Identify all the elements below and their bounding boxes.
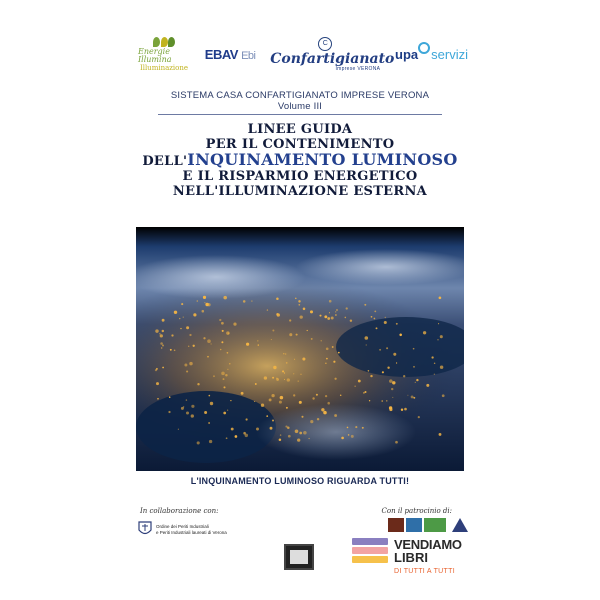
city-light bbox=[335, 314, 337, 316]
city-light bbox=[439, 296, 442, 299]
city-light bbox=[407, 395, 408, 396]
watermark-line-3: DI TUTTI A TUTTI bbox=[394, 568, 455, 575]
city-light bbox=[254, 401, 255, 402]
city-light bbox=[298, 380, 299, 381]
city-light bbox=[334, 414, 337, 417]
city-light bbox=[193, 313, 196, 316]
city-light bbox=[346, 307, 348, 309]
book-stripe bbox=[352, 547, 388, 554]
city-light bbox=[171, 334, 173, 336]
city-light bbox=[392, 381, 395, 384]
city-light bbox=[180, 328, 181, 329]
city-light bbox=[319, 315, 321, 317]
city-light bbox=[162, 367, 164, 369]
confartigianato-logo-subtext: Imprese VERONA bbox=[335, 65, 381, 72]
city-light bbox=[162, 345, 164, 347]
city-light bbox=[294, 359, 295, 360]
city-light bbox=[438, 323, 439, 324]
city-light bbox=[351, 435, 354, 438]
city-light bbox=[270, 427, 273, 430]
city-light bbox=[203, 337, 205, 339]
city-light bbox=[160, 342, 163, 345]
city-light bbox=[358, 380, 361, 383]
city-light bbox=[415, 382, 416, 383]
city-light bbox=[204, 302, 205, 303]
seal-icon: C bbox=[318, 37, 332, 51]
city-light bbox=[302, 357, 305, 360]
city-light bbox=[186, 370, 188, 372]
city-light bbox=[213, 375, 215, 377]
city-light bbox=[245, 434, 248, 437]
city-light bbox=[325, 363, 326, 364]
earth-night-photo bbox=[136, 227, 464, 471]
city-light bbox=[300, 374, 301, 375]
upa-logo-text: upa bbox=[395, 46, 419, 62]
city-light bbox=[271, 394, 274, 397]
publisher-logo bbox=[284, 544, 314, 570]
city-light bbox=[156, 382, 159, 385]
confartigianato-logo-text: Confartigianato bbox=[270, 50, 395, 67]
city-light bbox=[310, 420, 313, 423]
city-light bbox=[382, 371, 384, 373]
city-light bbox=[413, 348, 415, 350]
city-light bbox=[384, 321, 387, 324]
city-light bbox=[403, 375, 405, 377]
city-light bbox=[379, 349, 381, 351]
city-light bbox=[188, 346, 189, 347]
city-light bbox=[255, 383, 257, 385]
patron-logo-4 bbox=[452, 518, 468, 532]
city-light bbox=[276, 313, 279, 316]
city-light bbox=[285, 353, 286, 354]
tagline: L'INQUINAMENTO LUMINOSO RIGUARDA TUTTI! bbox=[190, 476, 410, 486]
city-light bbox=[374, 310, 376, 312]
city-light bbox=[181, 303, 183, 305]
city-light bbox=[416, 379, 418, 381]
city-light bbox=[184, 364, 187, 367]
city-light bbox=[220, 349, 222, 351]
title-line-1: LINEE GUIDA bbox=[247, 122, 353, 137]
book-title bbox=[122, 122, 478, 199]
ebav-logo-text: EBAV bbox=[204, 46, 238, 62]
book-stripe bbox=[352, 538, 388, 545]
city-light bbox=[312, 397, 314, 399]
city-light bbox=[389, 379, 393, 383]
city-light bbox=[307, 330, 308, 331]
city-light bbox=[365, 336, 369, 340]
city-light bbox=[272, 329, 274, 331]
city-light bbox=[283, 353, 284, 354]
city-light bbox=[296, 334, 298, 336]
city-light bbox=[295, 430, 299, 434]
energy-logo bbox=[138, 36, 190, 72]
city-light bbox=[280, 396, 284, 400]
city-light bbox=[229, 363, 230, 364]
city-light bbox=[284, 372, 285, 373]
city-light bbox=[350, 319, 352, 321]
city-light bbox=[186, 326, 189, 329]
earth-night-image bbox=[136, 227, 464, 471]
city-light bbox=[338, 352, 340, 354]
patronage-label: Con il patrocinio di: bbox=[381, 507, 452, 515]
city-light bbox=[298, 300, 300, 302]
logo-row bbox=[138, 34, 468, 74]
city-light bbox=[440, 335, 443, 338]
city-light bbox=[381, 400, 383, 402]
city-light bbox=[404, 408, 407, 411]
city-light bbox=[434, 363, 435, 364]
city-light bbox=[418, 416, 420, 418]
confartigianato-logo bbox=[270, 37, 395, 72]
city-light bbox=[336, 309, 338, 311]
city-light bbox=[323, 411, 327, 415]
city-light bbox=[246, 343, 249, 346]
city-light bbox=[282, 370, 284, 372]
city-light bbox=[285, 426, 287, 428]
energy-logo-subtext: Illuminazione bbox=[139, 64, 189, 72]
city-light bbox=[191, 414, 194, 417]
city-light bbox=[276, 297, 279, 300]
city-light bbox=[316, 394, 318, 396]
city-light bbox=[169, 396, 171, 398]
city-light bbox=[210, 402, 213, 405]
city-light bbox=[389, 406, 392, 409]
city-light bbox=[228, 333, 229, 334]
city-light bbox=[211, 343, 212, 344]
city-light bbox=[157, 398, 159, 400]
city-light bbox=[207, 339, 211, 343]
city-light bbox=[370, 375, 372, 377]
city-light bbox=[364, 391, 366, 393]
city-light bbox=[413, 366, 415, 368]
city-light bbox=[202, 310, 205, 313]
city-light bbox=[391, 388, 393, 390]
city-light bbox=[189, 334, 191, 336]
title-highlight: INQUINAMENTO LUMINOSO bbox=[187, 150, 458, 169]
city-light bbox=[223, 378, 225, 380]
series-name: SISTEMA CASA CONFARTIGIANATO IMPRESE VERONA bbox=[170, 90, 430, 101]
city-light bbox=[223, 412, 226, 415]
city-light bbox=[345, 317, 347, 319]
city-light bbox=[227, 369, 228, 370]
city-light bbox=[258, 344, 259, 345]
patron-logo-1 bbox=[388, 518, 404, 532]
city-light bbox=[208, 422, 210, 424]
city-light bbox=[355, 426, 357, 428]
energy-logo-text: Energie Illumina bbox=[138, 47, 172, 64]
city-light bbox=[411, 395, 414, 398]
ring-icon bbox=[418, 42, 430, 54]
city-light bbox=[396, 323, 398, 325]
city-light bbox=[280, 434, 281, 435]
city-light bbox=[179, 318, 180, 319]
collaboration-label: In collaborazione con: bbox=[140, 507, 219, 515]
city-light bbox=[434, 374, 435, 375]
city-light bbox=[362, 427, 364, 429]
city-light bbox=[251, 301, 252, 302]
city-light bbox=[387, 367, 389, 369]
city-light bbox=[366, 344, 367, 345]
city-light bbox=[272, 377, 274, 379]
city-light bbox=[264, 376, 267, 379]
city-light bbox=[368, 370, 370, 372]
city-light bbox=[233, 323, 236, 326]
city-light bbox=[329, 312, 330, 313]
title-prefix: DELL' bbox=[142, 154, 188, 169]
city-light bbox=[369, 400, 370, 401]
city-light bbox=[162, 330, 164, 332]
title-line-2: PER IL CONTENIMENTO bbox=[205, 137, 395, 152]
city-light bbox=[293, 394, 295, 396]
city-light bbox=[207, 356, 209, 358]
city-light bbox=[321, 340, 322, 341]
city-light bbox=[303, 431, 307, 435]
city-light bbox=[221, 341, 223, 343]
city-light bbox=[219, 319, 221, 321]
city-light bbox=[156, 368, 158, 370]
city-light bbox=[286, 407, 288, 409]
watermark-line-1: VENDIAMO bbox=[394, 537, 462, 552]
city-light bbox=[221, 372, 225, 376]
city-light bbox=[269, 398, 272, 401]
city-light bbox=[303, 308, 306, 311]
city-light bbox=[396, 362, 397, 363]
city-light bbox=[223, 296, 227, 300]
city-light bbox=[186, 399, 187, 400]
city-light bbox=[332, 346, 334, 348]
ordine-text-2: e Periti Industriali laureati di Verona bbox=[156, 530, 227, 535]
city-light bbox=[276, 377, 278, 379]
city-light bbox=[243, 300, 246, 303]
city-light bbox=[385, 317, 386, 318]
city-light bbox=[295, 298, 296, 299]
leaf-icon bbox=[151, 36, 177, 48]
city-light bbox=[189, 362, 192, 365]
city-light bbox=[256, 428, 259, 431]
city-light bbox=[376, 327, 378, 329]
ebav-logo bbox=[205, 47, 256, 62]
city-light bbox=[286, 362, 288, 364]
ebav-logo-suffix: Ebi bbox=[241, 49, 256, 62]
city-light bbox=[197, 300, 199, 302]
city-light bbox=[287, 378, 290, 381]
city-light bbox=[174, 350, 176, 352]
city-light bbox=[334, 378, 336, 380]
patronage-logos bbox=[388, 518, 468, 532]
city-light bbox=[298, 304, 300, 306]
city-light bbox=[155, 329, 158, 332]
city-light bbox=[272, 419, 274, 421]
city-light bbox=[335, 311, 336, 312]
city-light bbox=[197, 441, 200, 444]
city-light bbox=[267, 309, 268, 310]
book-cover bbox=[122, 20, 478, 592]
city-light bbox=[442, 394, 445, 397]
city-light bbox=[355, 386, 356, 387]
vendiamo-libri-watermark bbox=[352, 538, 462, 575]
patron-logo-3 bbox=[424, 518, 446, 532]
city-light bbox=[399, 334, 402, 337]
ordine-periti-logo bbox=[138, 520, 227, 538]
city-light bbox=[347, 427, 349, 429]
city-light bbox=[371, 316, 373, 318]
city-light bbox=[193, 345, 195, 347]
city-light bbox=[227, 410, 228, 411]
city-light bbox=[310, 310, 313, 313]
city-light bbox=[308, 438, 309, 439]
city-light bbox=[209, 440, 212, 443]
book-stripe bbox=[352, 556, 388, 563]
city-light bbox=[386, 400, 387, 401]
city-light bbox=[221, 322, 224, 325]
books-stack-icon bbox=[352, 538, 388, 565]
city-light bbox=[204, 411, 207, 414]
city-light bbox=[413, 397, 415, 399]
city-light bbox=[284, 379, 285, 380]
city-light bbox=[297, 438, 300, 441]
city-light bbox=[246, 418, 248, 420]
city-light bbox=[225, 374, 227, 376]
city-light bbox=[299, 432, 302, 435]
city-light bbox=[423, 331, 426, 334]
ordine-text-1: Ordine dei Periti Industriali bbox=[156, 524, 209, 529]
city-light bbox=[325, 395, 327, 397]
city-light bbox=[333, 361, 335, 363]
city-light bbox=[386, 347, 388, 349]
city-light bbox=[431, 356, 433, 358]
city-light bbox=[299, 401, 302, 404]
city-light bbox=[426, 384, 429, 387]
city-light bbox=[392, 397, 393, 398]
city-light bbox=[160, 334, 163, 337]
city-light bbox=[317, 418, 319, 420]
city-light bbox=[364, 304, 366, 306]
city-light bbox=[178, 429, 179, 430]
crest-icon bbox=[138, 520, 152, 538]
city-light bbox=[222, 330, 224, 332]
city-light bbox=[327, 402, 330, 405]
city-light bbox=[261, 404, 264, 407]
city-light bbox=[301, 416, 303, 418]
city-light bbox=[401, 408, 403, 410]
city-light bbox=[326, 358, 328, 360]
city-light bbox=[440, 365, 443, 368]
city-light bbox=[340, 394, 342, 396]
divider bbox=[158, 114, 442, 115]
title-line-5: NELL'ILLUMINAZIONE ESTERNA bbox=[172, 184, 428, 199]
city-light bbox=[324, 315, 327, 318]
city-light bbox=[266, 415, 268, 417]
title-line-4: E IL RISPARMIO ENERGETICO bbox=[182, 169, 418, 184]
city-light bbox=[311, 338, 313, 340]
city-light bbox=[241, 392, 244, 395]
city-light bbox=[289, 333, 292, 336]
city-light bbox=[289, 319, 291, 321]
city-light bbox=[327, 317, 330, 320]
city-light bbox=[439, 433, 442, 436]
city-light bbox=[293, 373, 294, 374]
city-light bbox=[197, 383, 199, 385]
city-light bbox=[168, 411, 170, 413]
city-light bbox=[231, 428, 234, 431]
title-line-3 bbox=[122, 152, 478, 169]
city-light bbox=[321, 408, 324, 411]
city-light bbox=[170, 349, 172, 351]
city-light bbox=[181, 407, 184, 410]
city-light bbox=[393, 353, 396, 356]
city-light bbox=[271, 339, 272, 340]
volume-number: Volume III bbox=[277, 101, 323, 112]
series-heading bbox=[122, 90, 478, 112]
city-light bbox=[162, 319, 165, 322]
city-light bbox=[329, 300, 332, 303]
city-light bbox=[230, 400, 231, 401]
city-light bbox=[331, 317, 334, 320]
city-light bbox=[279, 401, 282, 404]
city-light bbox=[363, 392, 365, 394]
city-light bbox=[191, 405, 194, 408]
city-light bbox=[183, 317, 184, 318]
city-light bbox=[437, 339, 438, 340]
servizi-logo-text: servizi bbox=[431, 46, 468, 62]
city-light bbox=[395, 441, 398, 444]
city-light bbox=[207, 303, 210, 306]
city-light bbox=[341, 437, 344, 440]
patron-logo-2 bbox=[406, 518, 422, 532]
city-light bbox=[273, 366, 276, 369]
city-light bbox=[348, 434, 350, 436]
city-light bbox=[226, 437, 228, 439]
city-light bbox=[161, 347, 162, 348]
city-light bbox=[300, 315, 303, 318]
city-light bbox=[174, 311, 177, 314]
city-light bbox=[288, 435, 291, 438]
city-light bbox=[203, 296, 206, 299]
watermark-line-2: LIBRI bbox=[394, 550, 428, 565]
city-light bbox=[279, 439, 282, 442]
city-light bbox=[235, 435, 238, 438]
city-light bbox=[223, 386, 225, 388]
city-light bbox=[159, 333, 160, 334]
upa-servizi-logo bbox=[395, 47, 468, 62]
city-light bbox=[209, 395, 211, 397]
city-light bbox=[227, 352, 229, 354]
city-light bbox=[186, 411, 189, 414]
city-light bbox=[326, 347, 329, 350]
city-light bbox=[374, 318, 376, 320]
city-light bbox=[257, 340, 258, 341]
